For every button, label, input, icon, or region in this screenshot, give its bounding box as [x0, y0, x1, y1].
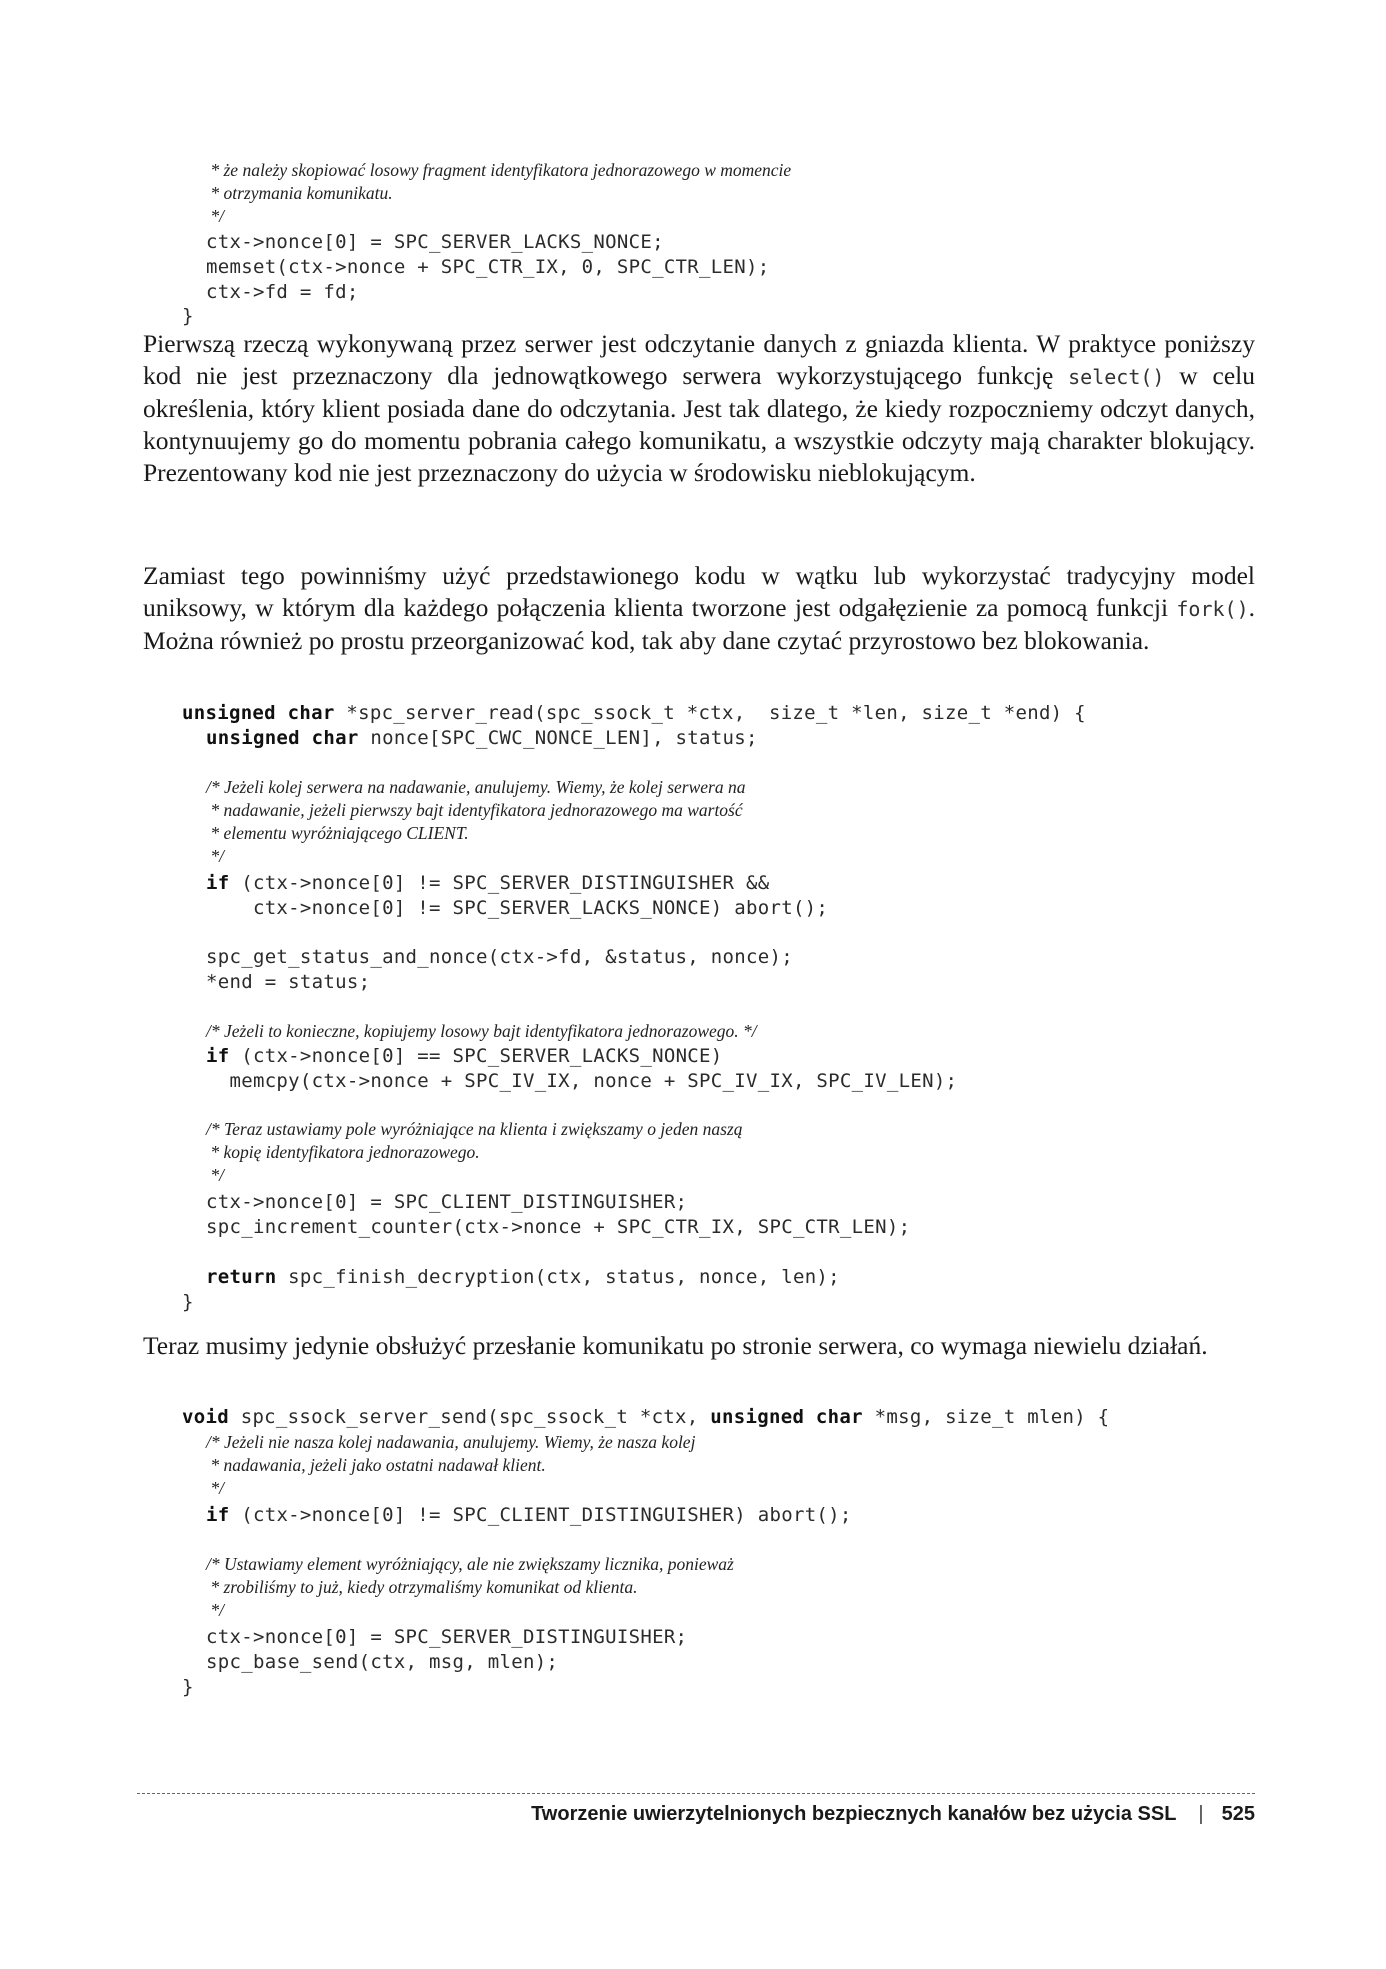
- code-text: spc_ssock_server_send(spc_ssock_t *ctx,: [228, 1406, 711, 1428]
- code-comment: * elementu wyróżniającego CLIENT.: [206, 823, 469, 843]
- code-line: [206, 871, 769, 895]
- running-footer: [531, 1803, 1255, 1826]
- code-line: [182, 701, 1086, 725]
- code-keyword: if: [206, 872, 230, 894]
- page-number: 525: [1221, 1803, 1255, 1825]
- code-line: ctx->nonce[0] = SPC_CLIENT_DISTINGUISHER;: [206, 1191, 688, 1213]
- code-line: }: [182, 1676, 194, 1698]
- code-comment: */: [206, 1165, 224, 1185]
- code-comment: /* Jeżeli kolej serwera na nadawanie, anulujemy. Wiemy, że kolej serwera na: [206, 777, 746, 797]
- code-comment: * otrzymania komunikatu.: [206, 183, 393, 203]
- code-comment: * kopię identyfikatora jednorazowego.: [206, 1142, 480, 1162]
- code-line: memset(ctx->nonce + SPC_CTR_IX, 0, SPC_CTR_LEN);: [206, 256, 770, 278]
- footer-separator: |: [1198, 1803, 1204, 1825]
- code-comment: * że należy skopiować losowy fragment identyfikatora jednorazowego w momencie: [206, 160, 792, 180]
- code-line: ctx->nonce[0] = SPC_SERVER_DISTINGUISHER;: [206, 1626, 688, 1648]
- code-comment: /* Jeżeli nie nasza kolej nadawania, anulujemy. Wiemy, że nasza kolej: [206, 1432, 696, 1452]
- footer-divider: [137, 1793, 1255, 1794]
- code-comment: */: [206, 846, 224, 866]
- code-comment: * zrobiliśmy to już, kiedy otrzymaliśmy komunikat od klienta.: [206, 1577, 638, 1597]
- code-keyword: unsigned char: [182, 702, 335, 724]
- code-comment: /* Teraz ustawiamy pole wyróżniające na klienta i zwiększamy o jeden naszą: [206, 1119, 743, 1139]
- body-paragraph: [143, 328, 1255, 489]
- body-paragraph: [143, 560, 1255, 657]
- code-comment: */: [206, 206, 224, 226]
- code-line: }: [182, 305, 194, 327]
- code-line: }: [182, 1291, 194, 1313]
- code-text: (ctx->nonce[0] != SPC_CLIENT_DISTINGUISHER) abort();: [229, 1504, 852, 1526]
- code-comment: /* Ustawiamy element wyróżniający, ale nie zwiększamy licznika, ponieważ: [206, 1554, 734, 1574]
- code-line: ctx->nonce[0] != SPC_SERVER_LACKS_NONCE) abort();: [206, 897, 829, 919]
- paragraph-text: . Można również po prostu przeorganizować kod, tak aby dane czytać przyrostowo bez blokowania.: [143, 593, 1256, 655]
- code-comment: */: [206, 1478, 224, 1498]
- code-keyword: unsigned char: [710, 1406, 863, 1428]
- code-line: [206, 726, 758, 750]
- code-comment: * nadawania, jeżeli jako ostatni nadawał klient.: [206, 1455, 546, 1475]
- paragraph-text: Zamiast tego powinniśmy użyć przedstawionego kodu w wątku lub wykorzystać tradycyjny model uniksowy, w którym dla każdego połączenia klienta tworzone jest odgałęzienie za pomocą funkcji: [143, 561, 1255, 622]
- code-text: (ctx->nonce[0] != SPC_SERVER_DISTINGUISHER &&: [229, 872, 770, 894]
- code-keyword: if: [206, 1045, 230, 1067]
- code-line: ctx->fd = fd;: [206, 281, 359, 303]
- code-text: (ctx->nonce[0] == SPC_SERVER_LACKS_NONCE): [229, 1045, 723, 1067]
- code-text: *spc_server_read(spc_ssock_t *ctx, size_t *len, size_t *end) {: [334, 702, 1086, 724]
- code-comment: * nadawanie, jeżeli pierwszy bajt identyfikatora jednorazowego ma wartość: [206, 800, 743, 820]
- code-line: ctx->nonce[0] = SPC_SERVER_LACKS_NONCE;: [206, 231, 664, 253]
- code-line: spc_increment_counter(ctx->nonce + SPC_CTR_IX, SPC_CTR_LEN);: [206, 1216, 911, 1238]
- code-keyword: unsigned char: [206, 727, 359, 749]
- code-line: spc_get_status_and_nonce(ctx->fd, &status, nonce);: [206, 946, 793, 968]
- code-text: *msg, size_t mlen) {: [862, 1406, 1110, 1428]
- code-comment: /* Jeżeli to konieczne, kopiujemy losowy bajt identyfikatora jednorazowego. */: [206, 1021, 757, 1041]
- inline-code: select(): [1068, 365, 1165, 389]
- code-line: memcpy(ctx->nonce + SPC_IV_IX, nonce + SPC_IV_IX, SPC_IV_LEN);: [206, 1070, 958, 1092]
- code-line: [182, 1405, 1109, 1429]
- code-text: spc_finish_decryption(ctx, status, nonce, len);: [276, 1266, 840, 1288]
- body-paragraph: Teraz musimy jedynie obsłużyć przesłanie komunikatu po stronie serwera, co wymaga niewielu działań.: [143, 1331, 1208, 1360]
- code-line: [206, 1265, 840, 1289]
- code-text: nonce[SPC_CWC_NONCE_LEN], status;: [358, 727, 758, 749]
- code-line: spc_base_send(ctx, msg, mlen);: [206, 1651, 559, 1673]
- code-line: *end = status;: [206, 971, 371, 993]
- code-line: [206, 1503, 852, 1527]
- code-keyword: void: [182, 1406, 229, 1428]
- paragraph-text: w celu określenia, który klient posiada dane do odczytania. Jest tak dlatego, że kiedy rozpoczniemy odczyt danych, kontynuujemy go do momentu pobrania całego komunikatu, a wszystkie odczyty mają charakter blokujący. Prezentowany kod nie jest przeznaczony do użycia w środowisku nieblokującym.: [143, 361, 1255, 487]
- code-keyword: return: [206, 1266, 277, 1288]
- code-line: [206, 1044, 723, 1068]
- inline-code: fork(): [1176, 597, 1249, 621]
- paragraph-text: Pierwszą rzeczą wykonywaną przez serwer jest odczytanie danych z gniazda klienta. W praktyce poniższy kod nie jest przeznaczony dla jednowątkowego serwera wykorzystującego funkcję: [143, 329, 1255, 390]
- code-keyword: if: [206, 1504, 230, 1526]
- code-comment: */: [206, 1600, 224, 1620]
- footer-title: Tworzenie uwierzytelnionych bezpiecznych kanałów bez użycia SSL: [531, 1803, 1177, 1825]
